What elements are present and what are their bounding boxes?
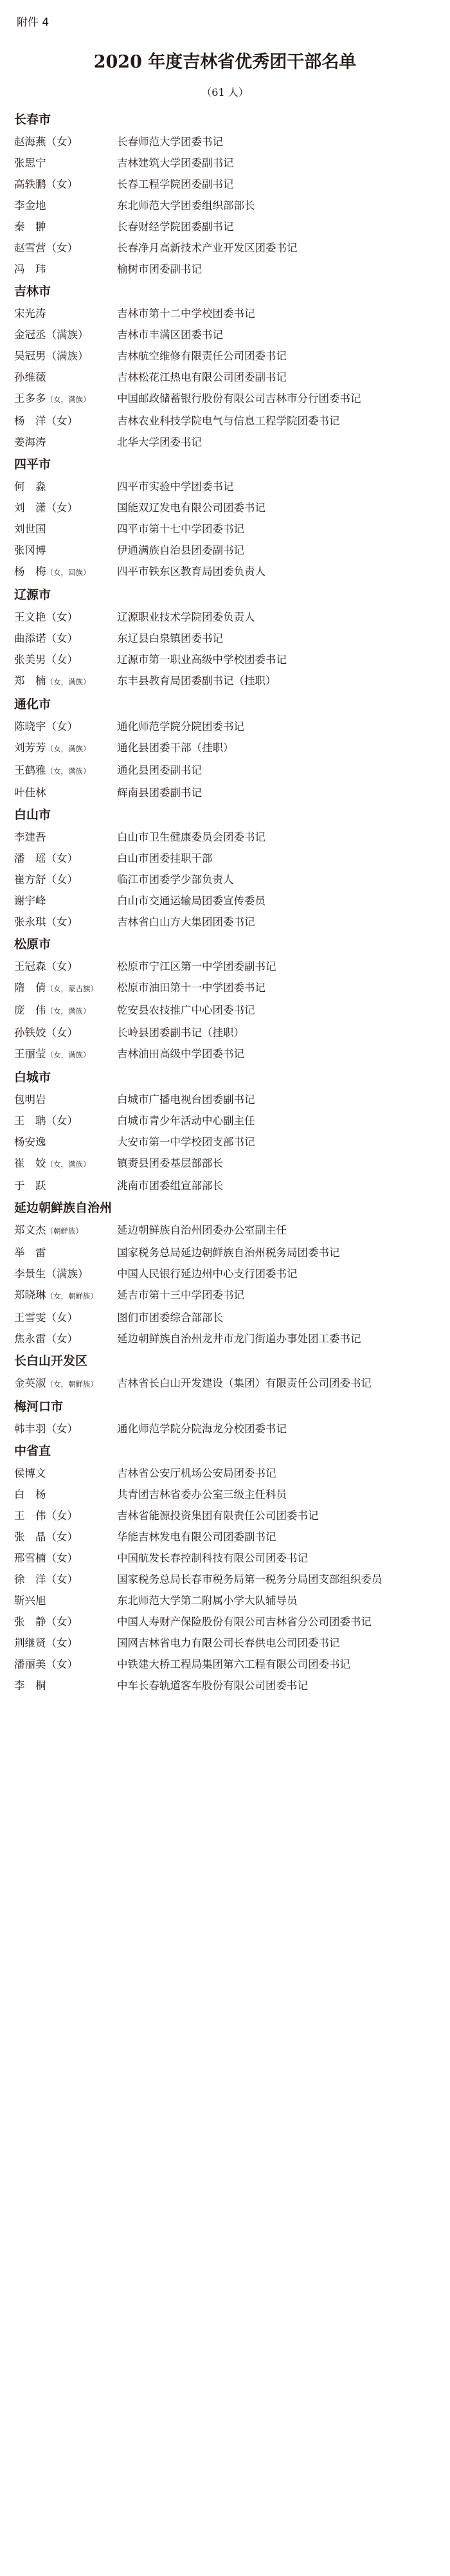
person-name-text: 隋 倩 — [14, 982, 46, 994]
person-name-text: 金英淑 — [14, 1377, 46, 1389]
person-position: 东辽县白泉镇团委书记 — [117, 632, 223, 644]
person-position: 白山市卫生健康委员会团委书记 — [117, 831, 266, 843]
person-position: 四平市第十七中学团委书记 — [117, 523, 244, 535]
person-name — [14, 1266, 117, 1282]
region-heading: 长白山开发区 — [14, 1354, 88, 1368]
list-item — [0, 432, 450, 453]
person-name-text: 潘 瑶（女） — [14, 852, 78, 864]
list-item — [0, 367, 450, 388]
person-name-text: 金冠丞（满族） — [14, 329, 89, 341]
list-item — [0, 561, 450, 583]
person-position: 吉林市丰满区团委书记 — [117, 329, 223, 341]
person-note: （女，朝鲜族） — [46, 1292, 98, 1301]
person-name-text: 侯博文 — [14, 1467, 46, 1479]
person-name-text: 王 伟（女） — [14, 1510, 78, 1522]
person-position: 东北师范大学第二附属小学大队辅导员 — [117, 1594, 298, 1607]
person-name — [14, 872, 117, 888]
person-name — [14, 327, 117, 343]
list-item — [0, 760, 450, 782]
person-name-text: 孙维薇 — [14, 371, 46, 383]
list-item — [0, 1569, 450, 1590]
person-name — [14, 1529, 117, 1545]
person-position: 吉林航空维修有限责任公司团委书记 — [117, 350, 287, 362]
person-position: 中车长春轨道客车股份有限公司团委书记 — [117, 1679, 308, 1692]
person-name — [14, 134, 117, 150]
person-note: （女，满族） — [46, 677, 91, 686]
person-name — [14, 1486, 117, 1503]
list-item — [0, 628, 450, 649]
region-heading: 白山市 — [14, 808, 51, 822]
region-heading: 长春市 — [14, 113, 51, 127]
person-position: 国能双辽发电有限公司团委书记 — [117, 502, 266, 514]
person-note: （女，回族） — [46, 568, 91, 577]
person-name — [14, 850, 117, 866]
list-item — [0, 1373, 450, 1395]
person-position: 白城市广播电视台团委副书记 — [117, 1093, 255, 1106]
person-name — [14, 1025, 117, 1041]
person-name — [14, 197, 117, 214]
list-item — [0, 1043, 450, 1066]
person-name-text: 王雪雯（女） — [14, 1311, 78, 1324]
person-name-text: 于 跃 — [14, 1180, 46, 1192]
person-name — [14, 1635, 117, 1651]
person-position: 四平市实验中学团委书记 — [117, 480, 234, 493]
person-position: 国家税务总局延边朝鲜族自治州税务局团委书记 — [117, 1247, 340, 1259]
person-position: 通化师范学院分院海龙分校团委书记 — [117, 1423, 287, 1435]
person-position: 通化县团委副书记 — [117, 764, 202, 776]
person-name-text: 杨安逸 — [14, 1136, 46, 1148]
person-position: 松原市油田第十一中学团委书记 — [117, 982, 266, 994]
person-name — [14, 785, 117, 801]
person-name-text: 赵雪营（女） — [14, 242, 78, 254]
region-heading: 白城市 — [14, 1070, 51, 1084]
person-position: 吉林市第十二中学校团委书记 — [117, 307, 255, 320]
person-position: 延边朝鲜族自治州团委办公室副主任 — [117, 1224, 287, 1236]
person-position: 辉南县团委副书记 — [117, 787, 202, 799]
person-name — [14, 1155, 117, 1173]
list-item — [0, 782, 450, 803]
person-name-text: 张永琪（女） — [14, 916, 78, 928]
person-note: （女，满族） — [46, 1160, 91, 1169]
person-name — [14, 1178, 117, 1194]
person-name-text: 刘 潇（女） — [14, 502, 78, 514]
person-name — [14, 348, 117, 364]
person-name-text: 李建吾 — [14, 831, 46, 843]
person-name-text: 宋光涛 — [14, 307, 46, 320]
list-item — [0, 1110, 450, 1131]
person-name — [14, 306, 117, 322]
document-title: 2020 年度吉林省优秀团干部名单 — [93, 52, 357, 72]
person-position: 吉林建筑大学团委副书记 — [117, 157, 234, 169]
person-position: 白山市交通运输局团委宣传委员 — [117, 895, 266, 907]
person-position: 国网吉林省电力有限公司长春供电公司团委书记 — [117, 1637, 340, 1649]
person-name-text: 杨 洋（女） — [14, 415, 78, 427]
person-position: 伊通满族自治县团委副书记 — [117, 544, 244, 556]
person-name-text: 谢宇峰 — [14, 895, 46, 907]
person-name — [14, 369, 117, 385]
list-item — [0, 324, 450, 345]
person-name — [14, 914, 117, 930]
person-name-text: 刘芳芳 — [14, 742, 46, 754]
person-name-text: 姜海涛 — [14, 436, 46, 448]
list-item — [0, 848, 450, 869]
list-item — [0, 237, 450, 259]
list-item — [0, 259, 450, 280]
person-name — [14, 240, 117, 256]
region-heading: 四平市 — [14, 457, 51, 471]
person-position: 吉林省白山方大集团团委书记 — [117, 916, 255, 928]
list-item — [0, 1000, 450, 1022]
list-item — [0, 1654, 450, 1675]
person-note: （女，满族） — [46, 1050, 91, 1059]
person-name-text: 白 杨 — [14, 1488, 46, 1501]
person-position: 东北师范大学团委组织部部长 — [117, 199, 255, 212]
person-name-text: 秦 翀 — [14, 221, 46, 233]
list-item — [0, 1632, 450, 1654]
person-name-text: 包明岩 — [14, 1093, 46, 1106]
person-name-text: 郑 楠 — [14, 675, 46, 687]
person-position: 四平市铁东区教育局团委负责人 — [117, 565, 266, 578]
person-name — [14, 673, 117, 690]
person-name — [14, 630, 117, 646]
person-name-text: 高轶鹏（女） — [14, 178, 78, 190]
region-heading: 吉林市 — [14, 284, 51, 298]
person-name-text: 冯 玮 — [14, 263, 46, 275]
person-position: 共青团吉林省委办公室三级主任科员 — [117, 1488, 287, 1501]
person-note: （女，蒙古族） — [46, 984, 98, 993]
person-name — [14, 1593, 117, 1609]
person-name-text: 赵海燕（女） — [14, 136, 78, 148]
person-name-text: 张 静（女） — [14, 1616, 78, 1628]
list-item — [0, 1153, 450, 1175]
list-item — [0, 1505, 450, 1526]
person-position: 中国邮政储蓄银行股份有限公司吉林市分行团委书记 — [117, 392, 361, 405]
list-item — [0, 977, 450, 1000]
person-name — [14, 652, 117, 668]
list-item — [0, 174, 450, 195]
person-name — [14, 1245, 117, 1261]
person-name-text: 崔方舒（女） — [14, 873, 78, 886]
list-item — [0, 1263, 450, 1284]
person-note: （女，满族） — [46, 767, 91, 776]
list-item — [0, 1131, 450, 1153]
person-name — [14, 1571, 117, 1587]
person-note: （女，满族） — [46, 744, 91, 753]
person-name — [14, 1508, 117, 1524]
person-position: 通化师范学院分院团委书记 — [117, 720, 244, 733]
person-name-text: 张 晶（女） — [14, 1531, 78, 1543]
person-name — [14, 1375, 117, 1393]
person-name — [14, 219, 117, 235]
person-position: 镇赉县团委基层部部长 — [117, 1157, 223, 1169]
person-name-text: 举 雷 — [14, 1247, 46, 1259]
person-name-text: 王文艳（女） — [14, 611, 78, 623]
person-name-text: 曲添诺（女） — [14, 632, 78, 644]
person-position: 延吉市第十三中学团委书记 — [117, 1289, 244, 1301]
list-item — [0, 131, 450, 152]
person-position: 长岭县团委副书记（挂职） — [117, 1027, 244, 1039]
person-name-text: 潘丽美（女） — [14, 1658, 78, 1670]
person-name-text: 刘世国 — [14, 523, 46, 535]
person-name — [14, 1046, 117, 1063]
person-name — [14, 958, 117, 974]
person-name-text: 孙铁姣（女） — [14, 1027, 78, 1039]
person-name-text: 郑晓琳 — [14, 1289, 46, 1301]
person-name — [14, 390, 117, 408]
person-position: 辽源职业技术学院团委负责人 — [117, 611, 255, 623]
person-position: 国家税务总局长春市税务局第一税务分局团支部组织委员 — [117, 1573, 382, 1585]
region-heading: 中省直 — [14, 1444, 51, 1458]
person-position: 大安市第一中学校团支部书记 — [117, 1136, 255, 1148]
person-name — [14, 176, 117, 192]
list-item — [0, 737, 450, 760]
person-name — [14, 980, 117, 997]
person-position: 长春净月高新技术产业开发区团委书记 — [117, 242, 298, 254]
region-heading: 松原市 — [14, 937, 51, 951]
person-name — [14, 1287, 117, 1304]
person-position: 洮南市团委组宣部部长 — [117, 1180, 223, 1192]
person-name — [14, 1465, 117, 1481]
list-item — [0, 410, 450, 432]
person-name — [14, 1002, 117, 1019]
person-note: （朝鲜族） — [46, 1227, 83, 1236]
list-item — [0, 1284, 450, 1307]
person-position: 长春师范大学团委书记 — [117, 136, 223, 148]
person-name — [14, 479, 117, 495]
person-name-text: 何 淼 — [14, 480, 46, 493]
list-item — [0, 1675, 450, 1696]
person-name-text: 靳兴旭 — [14, 1594, 46, 1607]
person-name-text: 荆继贤（女） — [14, 1637, 78, 1649]
person-name — [14, 261, 117, 277]
person-name — [14, 1614, 117, 1630]
person-position: 长春工程学院团委副书记 — [117, 178, 234, 190]
list-item — [0, 956, 450, 977]
region-heading: 梅河口市 — [14, 1400, 64, 1414]
person-position: 中国航发长春控制科技有限公司团委书记 — [117, 1552, 308, 1564]
person-position: 榆树市团委副书记 — [117, 263, 202, 275]
list-item — [0, 911, 450, 933]
list-item — [0, 1089, 450, 1110]
list-item — [0, 670, 450, 693]
person-name-text: 王冠森（女） — [14, 960, 78, 973]
person-name-text: 焦永雷（女） — [14, 1333, 78, 1345]
person-position: 通化县团委干部（挂职） — [117, 742, 234, 754]
list-item — [0, 1548, 450, 1569]
list-item — [0, 152, 450, 174]
person-position: 吉林农业科技学院电气与信息工程学院团委书记 — [117, 415, 340, 427]
list-item — [0, 869, 450, 890]
list-item — [0, 303, 450, 324]
person-position: 东丰县教育局团委副书记（挂职） — [117, 675, 276, 687]
person-name-text: 王 聃（女） — [14, 1115, 78, 1127]
person-name-text: 王鹤雅 — [14, 764, 46, 776]
list-item — [0, 1484, 450, 1505]
list-item — [0, 1307, 450, 1328]
person-name-text: 王丽莹 — [14, 1048, 46, 1060]
list-item — [0, 518, 450, 540]
person-position: 乾安县农技推广中心团委书记 — [117, 1004, 255, 1016]
person-name — [14, 718, 117, 735]
person-name-text: 韩丰羽（女） — [14, 1423, 78, 1435]
person-name-text: 李 桐 — [14, 1679, 46, 1692]
person-position: 图们市团委综合部部长 — [117, 1311, 223, 1324]
person-position: 吉林油田高级中学团委书记 — [117, 1048, 244, 1060]
person-name — [14, 500, 117, 516]
list-item — [0, 1022, 450, 1043]
person-name-text: 张思宁 — [14, 157, 46, 169]
attachment-label: 附件 4 — [17, 16, 50, 29]
list-item — [0, 827, 450, 848]
person-name-text: 庞 伟 — [14, 1004, 46, 1016]
person-position: 松原市宁江区第一中学团委副书记 — [117, 960, 276, 973]
person-position: 长春财经学院团委副书记 — [117, 221, 234, 233]
person-name-text: 吴冠男（满族） — [14, 350, 89, 362]
list-item — [0, 716, 450, 737]
person-name — [14, 1331, 117, 1347]
list-item — [0, 195, 450, 216]
list-item — [0, 345, 450, 367]
list-item — [0, 1219, 450, 1242]
list-item — [0, 1242, 450, 1263]
honoree-list — [0, 108, 450, 1696]
person-note: （女，满族） — [46, 1007, 91, 1016]
region-heading: 辽源市 — [14, 588, 51, 602]
person-name — [14, 1550, 117, 1566]
person-name-text: 张美男（女） — [14, 653, 78, 666]
person-position: 临江市团委学少部负责人 — [117, 873, 234, 886]
person-position: 中铁建大桥工程局集团第六工程有限公司团委书记 — [117, 1658, 350, 1670]
person-name-text: 张冈博 — [14, 544, 46, 556]
person-name-text: 叶佳林 — [14, 787, 46, 799]
list-item — [0, 1463, 450, 1484]
person-position: 延边朝鲜族自治州龙井市龙门街道办事处团工委书记 — [117, 1333, 361, 1345]
person-position: 吉林省公安厅机场公安局团委书记 — [117, 1467, 276, 1479]
person-name-text: 郑文杰 — [14, 1224, 46, 1236]
person-name — [14, 1113, 117, 1129]
list-item — [0, 649, 450, 670]
person-name-text: 陈晓宇（女） — [14, 720, 78, 733]
list-item — [0, 1611, 450, 1632]
person-name — [14, 829, 117, 845]
person-position: 北华大学团委书记 — [117, 436, 202, 448]
list-item — [0, 607, 450, 628]
person-name — [14, 1310, 117, 1326]
person-note: （女，朝鲜族） — [46, 1380, 98, 1389]
person-name-text: 崔 姣 — [14, 1157, 46, 1169]
person-name — [14, 521, 117, 537]
person-position: 辽源市第一职业高级中学校团委书记 — [117, 653, 287, 666]
person-name — [14, 1134, 117, 1150]
list-item — [0, 1328, 450, 1349]
person-name — [14, 1092, 117, 1108]
list-item — [0, 540, 450, 561]
person-position: 吉林松花江热电有限公司团委副书记 — [117, 371, 287, 383]
person-name-text: 邢雪楠（女） — [14, 1552, 78, 1564]
person-name — [14, 740, 117, 757]
person-name — [14, 1656, 117, 1672]
person-name — [14, 542, 117, 558]
person-name — [14, 434, 117, 450]
person-name-text: 王多多 — [14, 392, 46, 405]
list-item — [0, 1418, 450, 1439]
list-item — [0, 216, 450, 237]
person-note: （女，满族） — [46, 395, 91, 404]
person-name — [14, 413, 117, 429]
person-position: 白山市团委挂职干部 — [117, 852, 213, 864]
person-name-text: 李景生（满族） — [14, 1268, 89, 1280]
person-name — [14, 1222, 117, 1239]
list-item — [0, 1590, 450, 1611]
person-name — [14, 1421, 117, 1437]
list-item — [0, 1175, 450, 1196]
person-position: 中国人寿财产保险股份有限公司吉林省分公司团委书记 — [117, 1616, 372, 1628]
person-position: 吉林省长白山开发建设（集团）有限责任公司团委书记 — [117, 1377, 372, 1389]
person-name — [14, 563, 117, 581]
person-name — [14, 1677, 117, 1694]
list-item — [0, 388, 450, 410]
person-name-text: 杨 梅 — [14, 565, 46, 578]
person-name — [14, 893, 117, 909]
person-name-text: 徐 洋（女） — [14, 1573, 78, 1585]
list-item — [0, 890, 450, 911]
region-heading: 通化市 — [14, 697, 51, 711]
person-name — [14, 762, 117, 780]
list-item — [0, 497, 450, 518]
region-heading: 延边朝鲜族自治州 — [14, 1201, 113, 1215]
person-name-text: 李金地 — [14, 199, 46, 212]
person-name — [14, 155, 117, 171]
people-count: （61 人） — [201, 86, 249, 98]
person-position: 华能吉林发电有限公司团委副书记 — [117, 1531, 276, 1543]
person-position: 中国人民银行延边州中心支行团委书记 — [117, 1268, 298, 1280]
person-position: 白城市青少年活动中心副主任 — [117, 1115, 255, 1127]
person-name — [14, 609, 117, 625]
list-item — [0, 1526, 450, 1548]
list-item — [0, 476, 450, 497]
person-position: 吉林省能源投资集团有限责任公司团委书记 — [117, 1510, 319, 1522]
